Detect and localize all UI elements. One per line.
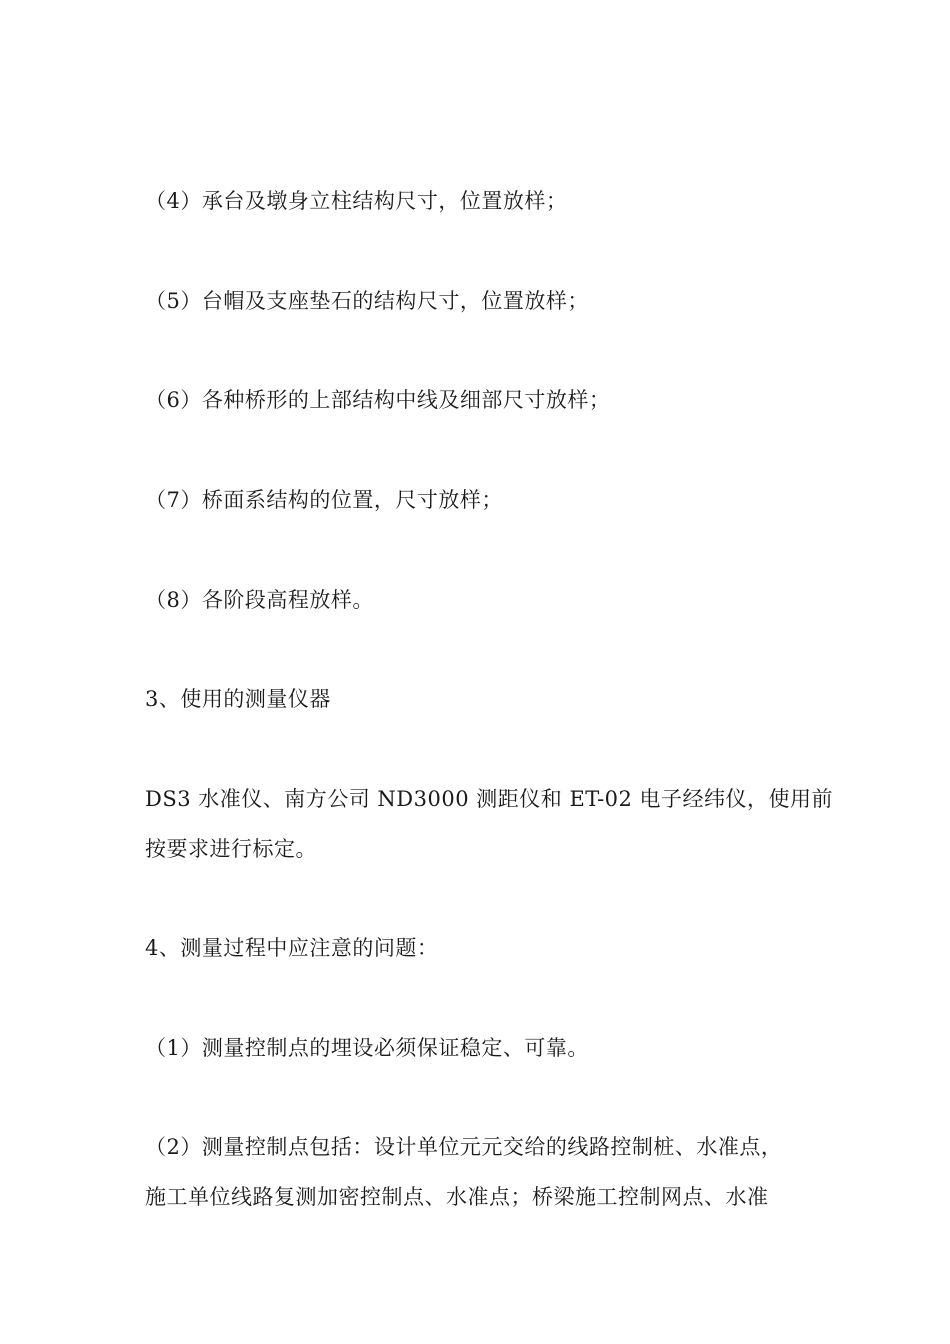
- list-item-5: （5）台帽及支座垫石的结构尺寸，位置放样；: [145, 289, 589, 313]
- section-4-item-2-line-2: 施工单位线路复测加密控制点、水准点；桥梁施工控制网点、水准: [145, 1185, 769, 1209]
- section-3-body-line-1: DS3 水准仪、南方公司 ND3000 测距仪和 ET-02 电子经纬仪，使用前: [145, 787, 834, 811]
- section-4-item-1: （1）测量控制点的埋设必须保证稳定、可靠。: [145, 1036, 589, 1060]
- section-4-heading: 4、测量过程中应注意的问题：: [145, 936, 439, 960]
- list-item-6: （6）各种桥形的上部结构中线及细部尺寸放样；: [145, 388, 611, 412]
- section-3-heading: 3、使用的测量仪器: [145, 687, 331, 711]
- section-3-body-line-2: 按要求进行标定。: [145, 837, 317, 861]
- list-item-4: （4）承台及墩身立柱结构尺寸，位置放样；: [145, 189, 568, 213]
- section-4-item-2-line-1: （2）测量控制点包括：设计单位元元交给的线路控制桩、水准点，: [145, 1135, 783, 1159]
- list-item-8: （8）各阶段高程放样。: [145, 588, 374, 612]
- list-item-7: （7）桥面系结构的位置，尺寸放样；: [145, 488, 503, 512]
